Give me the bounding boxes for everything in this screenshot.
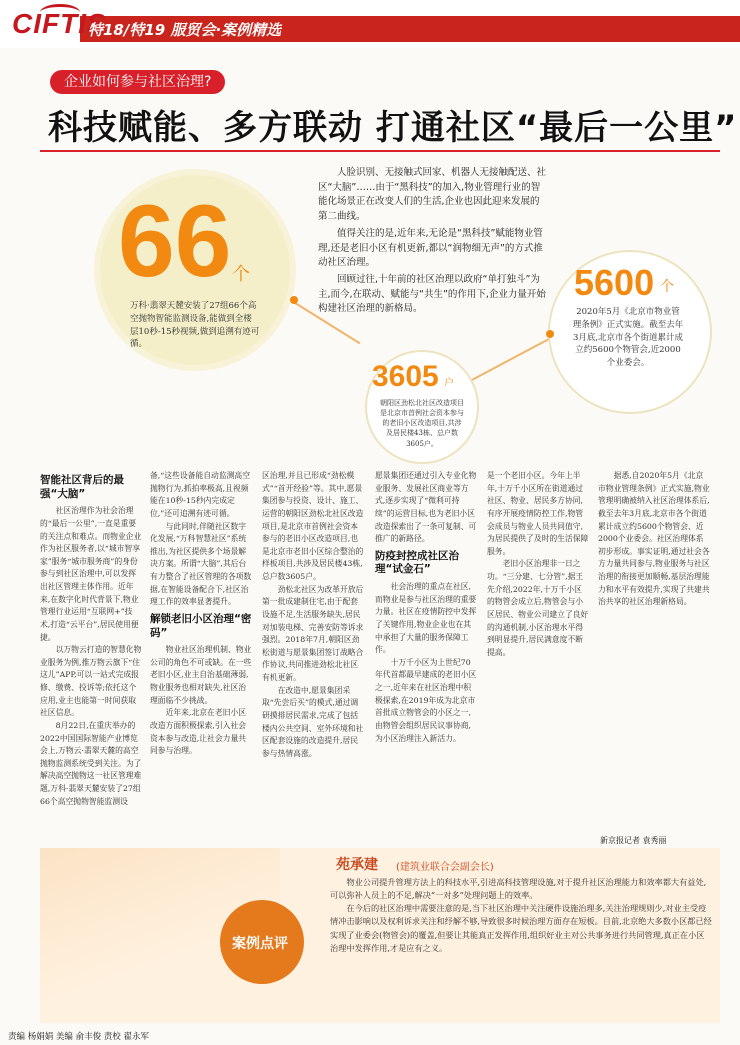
stat-value-3605: 3605 bbox=[372, 360, 439, 393]
connector-line bbox=[470, 338, 550, 382]
byline: 新京报记者 袁秀丽 bbox=[600, 836, 667, 845]
body-paragraph: 在改造中,愿景集团采取“先尝后买”的模式,通过调研摸排居民需求,完成了包括楼内公共空间、室外环境和社区配套设施的改造提升,居民参与热情高涨。 bbox=[262, 685, 364, 758]
commentary-text bbox=[330, 876, 712, 955]
body-paragraph: 据悉,自2020年5月《北京市物业管理条例》正式实施,物业管理明确被纳入社区治理体系后,截至去年3月底,北京市各个街道累计成立约5600个物管会、近2000个业委会。社区治理体系初步形成。事实证明,通过社会各方力量共同参与,物业服务与社区治理的衔接更加顺畅,基层治理能力和水平有效提升,实现了共建共治共享的社区治理新格局。 bbox=[598, 471, 710, 607]
intro-paragraph: 回顾过往,十年前的社区治理以政府“单打独斗”为主,而今,在联动、赋能与“共生”的作用下,企业力量开始构建社区治理的新格局。 bbox=[318, 274, 546, 315]
body-paragraph: 物业社区治理机制、物业公司的角色不可或缺。在一些老旧小区,业主自治基础薄弱,物业服务也相对缺失,社区治理面临不少挑战。 bbox=[150, 645, 252, 705]
body-paragraph: 老旧小区治理非一日之功。“三分建、七分管”,据王先介绍,2022年,十万千小区的物管会成立后,物管会与小区居民、物业公司建立了良好的沟通机制,小区治理水平得到明显提升,居民满意度不断提高。 bbox=[487, 559, 589, 657]
editor-credits: 责编 杨娟娟 美编 俞丰俊 责校 翟永军 bbox=[8, 1032, 150, 1042]
stat-unit-66: 个 bbox=[232, 264, 250, 285]
body-paragraph: 十万千小区为上世纪70年代首都最早建成的老旧小区之一,近年来在社区治理中积极探索,在2019年成为北京市首批成立物管会的小区之一,由物管会组织居民议事协商,为小区治理注入新活力。 bbox=[375, 657, 477, 743]
body-column-1 bbox=[40, 470, 142, 808]
subheading: 解锁老旧小区治理“密码” bbox=[150, 612, 252, 639]
body-column-3 bbox=[262, 470, 364, 760]
subheading: 智能社区背后的最强“大脑” bbox=[40, 474, 124, 500]
body-paragraph: 8月22日,在重庆举办的2022中国国际智能产业博览会上,万物云·翡翠天麓的高空抛物监测系统受到关注。为了解决高空抛物这一社区管理难题,万科·翡翠天麓安装了27组66个高空抛物智能监测设 bbox=[40, 720, 142, 806]
subheading: 防疫封控成社区治理“试金石” bbox=[375, 549, 459, 576]
body-paragraph: 社会治理的重点在社区,而物业是参与社区治理的重要力量。社区在疫情防控中发挥了关键作用,物业企业也在其中承担了大量的服务保障工作。 bbox=[375, 582, 477, 655]
section-title: 特18/特19 服贸会·案例精选 bbox=[88, 21, 282, 39]
body-paragraph: 备,“这些设备能自动监测高空抛物行为,抓拍率极高,且视频能在10秒-15秒内完成定位,”还可追溯有迹可循。 bbox=[150, 471, 251, 518]
body-column-2 bbox=[150, 470, 252, 758]
intro-paragraph: 值得关注的是,近年来,无论是“黑科技”赋能物业管理,还是老旧小区有机更新,都以“润物细无声”的方式推动社区治理。 bbox=[318, 227, 543, 269]
body-column-5 bbox=[487, 470, 589, 659]
connector-dot bbox=[290, 296, 298, 304]
stat-caption-3605: 朝阳区劲松北社区改造项目是北京市首例社会资本参与的老旧小区改造项目,共涉及居民楼43栋、总户数3605户。 bbox=[380, 399, 464, 448]
body-paragraph: 以万物云打造的智慧化物业服务为例,推万物云旗下“住这儿”APP,可以一站式完成报修、缴费、投诉等;依托这个应用,业主也能第一时间获取社区信息。 bbox=[40, 645, 142, 718]
stat-caption-66: 万科·翡翠天麓安装了27组66个高空抛物智能监测设备,能做到全楼层10秒-15秒视频,做到追溯有迹可循。 bbox=[130, 301, 260, 350]
headline-rule bbox=[40, 150, 720, 152]
body-paragraph: 劲松北社区为改革开放后第一批成建制住宅,由于配套设施不足,生活服务缺失,居民对加装电梯、完善安防等诉求强烈。2018年7月,朝阳区劲松街道与愿景集团签订战略合作协议,共同推进劲松北社区有机更新。 bbox=[262, 584, 364, 682]
body-column-4 bbox=[375, 470, 477, 745]
commenter-name: 苑承建 bbox=[336, 857, 378, 873]
body-paragraph: 愿景集团还通过引入专业化物业服务、发展社区商业等方式,逐步实现了“微利可持续”的运营目标,也为老旧小区改造探索出了一条可复制、可推广的新路径。 bbox=[375, 471, 477, 544]
intro-text bbox=[318, 166, 548, 319]
body-paragraph: 与此同时,伴随社区数字化发展,“万科智慧社区”系统推出,为社区提供多个场景解决方案。所谓“大脑”,其后台有力整合了社区管理的各项数据,在智能设备配合下,社区治理工作的效率显著提升。 bbox=[150, 521, 252, 607]
ciftis-logo: CIFTIS bbox=[12, 8, 107, 39]
commentary-paragraph: 物业公司提升管理方法上的科技水平,引进高科技管理设施,对于提升社区治理能力和效率都大有益处,可以弥补人员上的不足,解决“一对多”处理问题上的效率。 bbox=[330, 877, 707, 901]
stat-value-66: 66 bbox=[118, 184, 232, 298]
body-paragraph: 区治理,并且已形成“劲松模式”“首开经验”等。其中,愿景集团参与投资、设计、施工、运营的朝阳区劲松北社区改造项目,是北京市首例社会资本参与的老旧小区改造项目,也是北京市老旧小区综合整治的样板项目,共涉及居民楼43栋,总户数3605户。 bbox=[262, 471, 364, 581]
body-column-6 bbox=[598, 470, 710, 609]
connector-dot bbox=[546, 330, 554, 338]
stat-unit-3605: 户 bbox=[444, 378, 454, 389]
body-paragraph: 是一个老旧小区。今年上半年,十万千小区所在街道通过社区、物业、居民多方协同,有序开展疫情防控工作,物管会成员与物业人员共同值守,为居民提供了及时的生活保障服务。 bbox=[487, 471, 589, 556]
commenter-title: (建筑业联合会副会长) bbox=[396, 862, 494, 873]
stat-unit-5600: 个 bbox=[660, 279, 674, 295]
intro-paragraph: 人脸识别、无接触式回家、机器人无接触配送、社区“大脑”……由于“黑科技”的加入,物业管理行业的智能化场景正在改变人们的生活,企业也因此迎来发展的第二曲线。 bbox=[318, 167, 547, 223]
headline: 科技赋能、多方联动 打通社区“最后一公里” bbox=[48, 108, 738, 148]
commentary-badge-label: 案例点评 bbox=[232, 936, 288, 952]
stat-caption-5600: 2020年5月《北京市物业管理条例》正式实施。截至去年3月底,北京市各个街道累计成立约5600个物管会,近2000个业委会。 bbox=[572, 307, 684, 368]
body-paragraph: 近年来,北京在老旧小区改造方面积极探索,引入社会资本参与改造,让社会力量共同参与治理。 bbox=[150, 708, 247, 756]
stat-value-5600: 5600 bbox=[574, 262, 655, 303]
kicker-pill: 企业如何参与社区治理? bbox=[50, 70, 225, 94]
commentary-paragraph: 在今后的社区治理中需要注意的是,当下社区治理中关注硬件设施治理多,关注治理规则少,对业主受疫情冲击影响以及权利诉求关注和纾解不够,导致很多时候治理方面存在短板。目前,北京绝大多数小区都已经实现了业委会(物管会)的覆盖,但要让其能真正发挥作用,组织好业主对公共事务进行共同管理,真正在小区治理中发挥作用,才是应有之义。 bbox=[330, 903, 712, 953]
body-paragraph: 社区治理作为社会治理的“最后一公里”,一直是重要的关注点和难点。而物业企业作为社区服务者,以“城市智享家”服务“城市服务商”的身份参与到社区治理中,可以发挥出社区管理主体作用。近年来,在数字化时代背景下,物业管理行业运用“互联网+”技术,打造“云平台”,居民使用便捷。 bbox=[40, 506, 142, 642]
